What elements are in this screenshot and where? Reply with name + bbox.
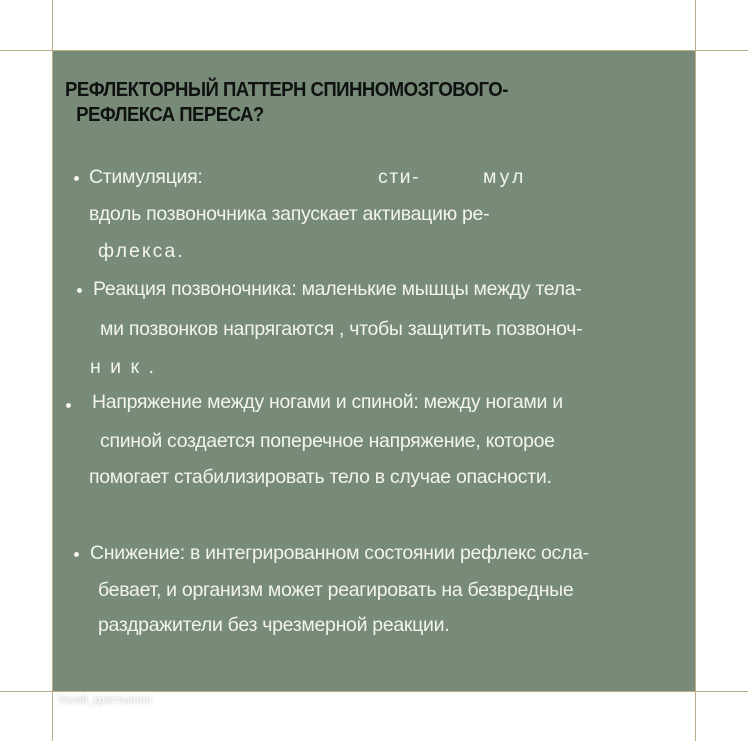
bullet-1-line-2: вдоль позвоночника запускает активацию ре- <box>89 203 490 225</box>
bullet-3-line-3: помогает стабилизировать тело в случае опасности. <box>89 466 552 488</box>
bullet-4-line-2: бевает, и организм может реагировать на безвредные <box>98 579 574 601</box>
bullet-dot <box>74 552 79 557</box>
title-line-1: РЕФЛЕКТОРНЫЙ ПАТТЕРН СПИННОМОЗГОВОГО- <box>65 79 508 101</box>
bullet-1-line-3: флекса. <box>98 240 185 262</box>
bullet-3-line-1: Напряжение между ногами и спиной: между ногами и <box>92 391 563 413</box>
content-card <box>53 51 695 691</box>
page-title <box>65 78 637 128</box>
frame-line-bottom <box>0 691 748 692</box>
bullet-dot <box>74 176 79 181</box>
title-line-2: РЕФЛЕКСА ПЕРЕСА? <box>76 104 264 126</box>
bullet-dot <box>77 288 82 293</box>
bullet-3-line-2: спиной создается поперечное напряжение, которое <box>100 430 555 452</box>
bullet-4-line-3: раздражители без чрезмерной реакции. <box>98 614 450 636</box>
bullet-2-line-2: ми позвонков напрягаются , чтобы защитить позвоноч- <box>100 318 583 340</box>
bullet-4-line-1: Снижение: в интегрированном состоянии рефлекс осла- <box>90 542 589 564</box>
bullet-1-line-1b: сти- <box>378 166 421 188</box>
bullet-1-line-1c: мул <box>483 166 527 188</box>
bullet-dot <box>66 403 71 408</box>
watermark: Узнай_крестьянин <box>58 694 152 706</box>
frame-line-right <box>695 0 696 741</box>
bullet-2-line-3: н и к . <box>90 356 156 378</box>
bullet-1-line-1: Стимуляция: <box>89 166 203 188</box>
bullet-2-line-1: Реакция позвоночника: маленькие мышцы между тела- <box>93 278 582 300</box>
